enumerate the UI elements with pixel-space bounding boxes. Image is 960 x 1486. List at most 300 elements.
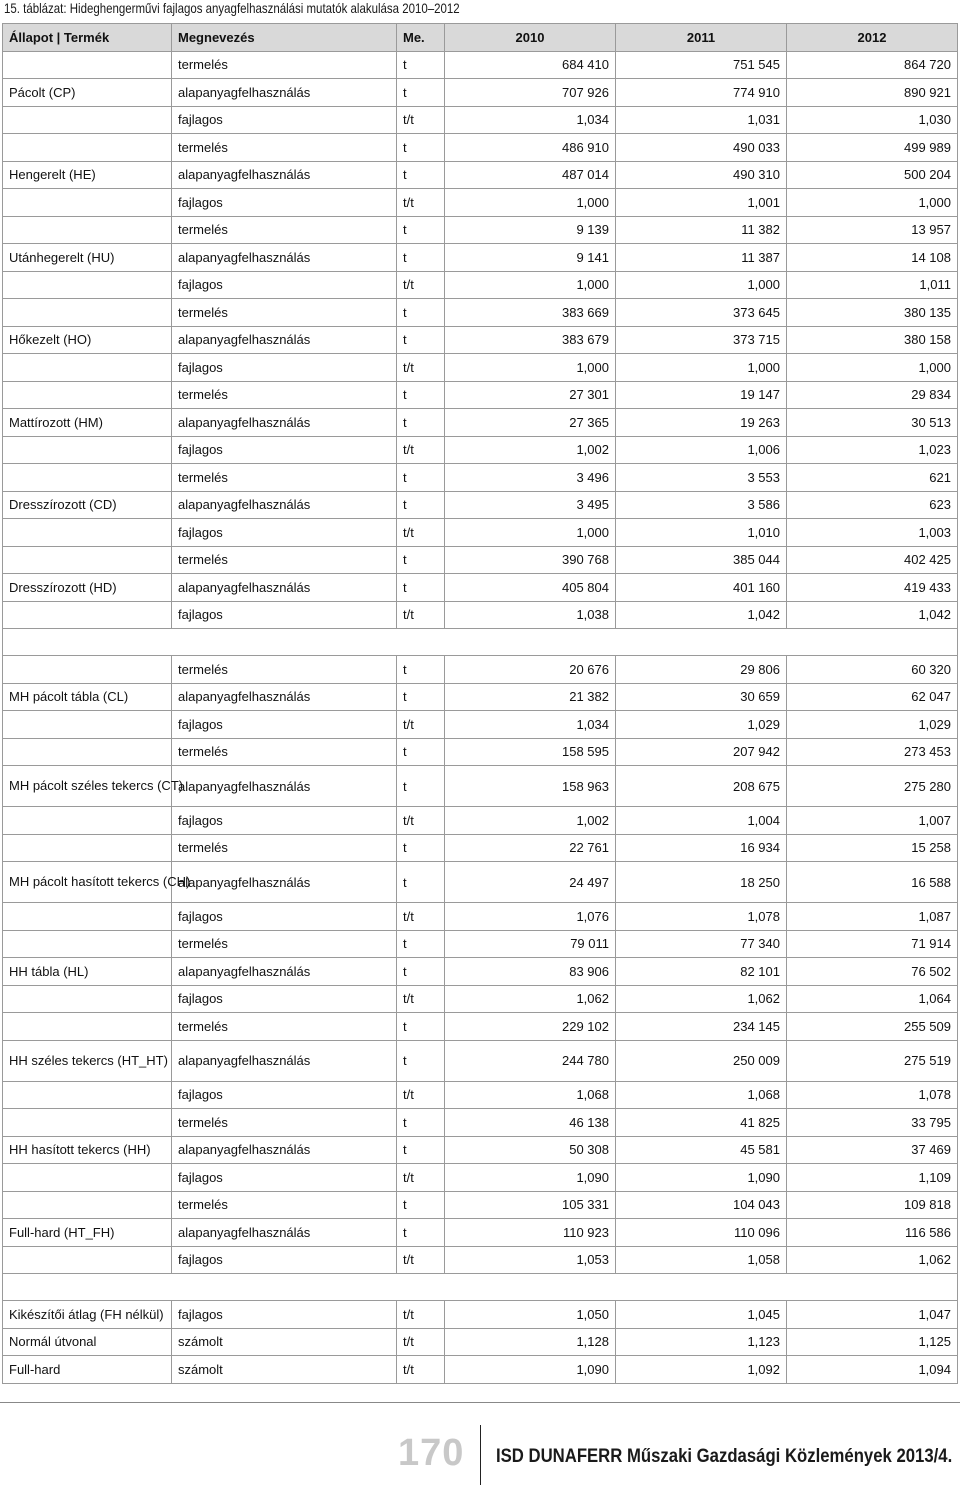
row-state bbox=[3, 1081, 172, 1109]
row-name: termelés bbox=[172, 834, 397, 862]
row-name: fajlagos bbox=[172, 271, 397, 299]
table-row bbox=[3, 766, 958, 807]
summary-row bbox=[3, 1328, 958, 1356]
row-value: 1,068 bbox=[445, 1081, 616, 1109]
row-value: 229 102 bbox=[445, 1013, 616, 1041]
row-value: 9 141 bbox=[445, 244, 616, 272]
table-row bbox=[3, 51, 958, 79]
table-row bbox=[3, 574, 958, 602]
row-value: 1,125 bbox=[787, 1328, 958, 1356]
row-name: fajlagos bbox=[172, 1246, 397, 1274]
row-value: 1,004 bbox=[616, 807, 787, 835]
row-name: számolt bbox=[172, 1356, 397, 1384]
row-state: Full-hard (HT_FH) bbox=[3, 1219, 172, 1247]
row-value: 1,000 bbox=[445, 271, 616, 299]
row-value: 11 387 bbox=[616, 244, 787, 272]
row-unit: t bbox=[397, 409, 445, 437]
row-value: 380 158 bbox=[787, 326, 958, 354]
row-state: Utánhegerelt (HU) bbox=[3, 244, 172, 272]
row-value: 1,000 bbox=[616, 354, 787, 382]
row-value: 83 906 bbox=[445, 958, 616, 986]
row-value: 3 496 bbox=[445, 464, 616, 492]
row-name: fajlagos bbox=[172, 601, 397, 629]
row-unit: t/t bbox=[397, 1246, 445, 1274]
table-row bbox=[3, 216, 958, 244]
row-state bbox=[3, 106, 172, 134]
row-value: 1,045 bbox=[616, 1301, 787, 1329]
summary-row bbox=[3, 1356, 958, 1384]
row-value: 1,050 bbox=[445, 1301, 616, 1329]
row-unit: t bbox=[397, 1136, 445, 1164]
row-state bbox=[3, 464, 172, 492]
row-unit: t/t bbox=[397, 1356, 445, 1384]
row-value: 1,000 bbox=[787, 189, 958, 217]
row-value: 1,034 bbox=[445, 106, 616, 134]
row-value: 1,034 bbox=[445, 711, 616, 739]
row-unit: t bbox=[397, 161, 445, 189]
row-unit: t bbox=[397, 656, 445, 684]
row-value: 33 795 bbox=[787, 1109, 958, 1137]
header-2012: 2012 bbox=[787, 24, 958, 52]
table-row bbox=[3, 601, 958, 629]
row-state bbox=[3, 51, 172, 79]
row-value: 158 595 bbox=[445, 738, 616, 766]
row-unit: t/t bbox=[397, 711, 445, 739]
row-state bbox=[3, 711, 172, 739]
row-value: 21 382 bbox=[445, 683, 616, 711]
row-value: 1,090 bbox=[616, 1164, 787, 1192]
row-state bbox=[3, 134, 172, 162]
row-state bbox=[3, 381, 172, 409]
row-name: termelés bbox=[172, 1013, 397, 1041]
row-value: 158 963 bbox=[445, 766, 616, 807]
row-value: 1,087 bbox=[787, 903, 958, 931]
row-value: 275 519 bbox=[787, 1040, 958, 1081]
row-state: Dresszírozott (CD) bbox=[3, 491, 172, 519]
table-row bbox=[3, 1191, 958, 1219]
row-value: 1,047 bbox=[787, 1301, 958, 1329]
row-value: 207 942 bbox=[616, 738, 787, 766]
row-unit: t/t bbox=[397, 436, 445, 464]
row-state: Dresszírozott (HD) bbox=[3, 574, 172, 602]
row-value: 1,076 bbox=[445, 903, 616, 931]
row-name: alapanyagfelhasználás bbox=[172, 326, 397, 354]
row-value: 1,000 bbox=[445, 519, 616, 547]
row-value: 490 033 bbox=[616, 134, 787, 162]
row-value: 1,031 bbox=[616, 106, 787, 134]
row-unit: t bbox=[397, 766, 445, 807]
row-value: 1,064 bbox=[787, 985, 958, 1013]
footer-separator bbox=[480, 1425, 481, 1485]
row-unit: t bbox=[397, 79, 445, 107]
row-state: MH pácolt tábla (CL) bbox=[3, 683, 172, 711]
row-unit: t bbox=[397, 574, 445, 602]
row-value: 1,123 bbox=[616, 1328, 787, 1356]
row-unit: t bbox=[397, 326, 445, 354]
row-value: 109 818 bbox=[787, 1191, 958, 1219]
row-state bbox=[3, 519, 172, 547]
row-unit: t bbox=[397, 1219, 445, 1247]
row-unit: t/t bbox=[397, 354, 445, 382]
row-value: 275 280 bbox=[787, 766, 958, 807]
row-value: 50 308 bbox=[445, 1136, 616, 1164]
row-value: 1,090 bbox=[445, 1164, 616, 1192]
row-value: 383 669 bbox=[445, 299, 616, 327]
table-title: 15. táblázat: Hideghengerművi fajlagos anyagfelhasználási mutatók alakulása 2010–2012 bbox=[4, 0, 460, 16]
row-value: 864 720 bbox=[787, 51, 958, 79]
row-value: 890 921 bbox=[787, 79, 958, 107]
table-row bbox=[3, 354, 958, 382]
table-row bbox=[3, 1013, 958, 1041]
row-state: HH tábla (HL) bbox=[3, 958, 172, 986]
table-row bbox=[3, 807, 958, 835]
row-value: 16 934 bbox=[616, 834, 787, 862]
table-row bbox=[3, 985, 958, 1013]
row-name: alapanyagfelhasználás bbox=[172, 491, 397, 519]
table-row bbox=[3, 1219, 958, 1247]
row-value: 405 804 bbox=[445, 574, 616, 602]
row-unit: t bbox=[397, 862, 445, 903]
row-value: 499 989 bbox=[787, 134, 958, 162]
row-name: termelés bbox=[172, 51, 397, 79]
table-row bbox=[3, 656, 958, 684]
table-row bbox=[3, 381, 958, 409]
row-value: 373 715 bbox=[616, 326, 787, 354]
row-state bbox=[3, 601, 172, 629]
table-body bbox=[3, 51, 958, 1383]
row-value: 82 101 bbox=[616, 958, 787, 986]
row-value: 402 425 bbox=[787, 546, 958, 574]
row-value: 27 365 bbox=[445, 409, 616, 437]
row-name: fajlagos bbox=[172, 807, 397, 835]
separator-cell bbox=[3, 1274, 958, 1301]
row-value: 500 204 bbox=[787, 161, 958, 189]
row-value: 19 263 bbox=[616, 409, 787, 437]
row-value: 1,000 bbox=[616, 271, 787, 299]
row-value: 1,090 bbox=[445, 1356, 616, 1384]
row-state bbox=[3, 299, 172, 327]
table-row bbox=[3, 1164, 958, 1192]
row-unit: t bbox=[397, 546, 445, 574]
row-unit: t/t bbox=[397, 189, 445, 217]
table-row bbox=[3, 546, 958, 574]
row-name: alapanyagfelhasználás bbox=[172, 244, 397, 272]
row-state bbox=[3, 834, 172, 862]
row-value: 774 910 bbox=[616, 79, 787, 107]
row-value: 1,053 bbox=[445, 1246, 616, 1274]
header-name: Megnevezés bbox=[172, 24, 397, 52]
table-row bbox=[3, 134, 958, 162]
row-value: 1,007 bbox=[787, 807, 958, 835]
row-value: 29 806 bbox=[616, 656, 787, 684]
header-state: Állapot | Termék bbox=[3, 24, 172, 52]
table-row bbox=[3, 189, 958, 217]
row-state: MH pácolt széles tekercs (CT) bbox=[3, 766, 172, 807]
row-unit: t/t bbox=[397, 1328, 445, 1356]
row-value: 1,023 bbox=[787, 436, 958, 464]
row-value: 1,062 bbox=[616, 985, 787, 1013]
row-value: 3 586 bbox=[616, 491, 787, 519]
row-name: fajlagos bbox=[172, 354, 397, 382]
row-value: 751 545 bbox=[616, 51, 787, 79]
row-value: 390 768 bbox=[445, 546, 616, 574]
row-value: 684 410 bbox=[445, 51, 616, 79]
row-name: fajlagos bbox=[172, 519, 397, 547]
row-name: termelés bbox=[172, 738, 397, 766]
row-state bbox=[3, 271, 172, 299]
row-name: termelés bbox=[172, 1191, 397, 1219]
row-state: Kikészítői átlag (FH nélkül) bbox=[3, 1301, 172, 1329]
table-row bbox=[3, 326, 958, 354]
row-unit: t bbox=[397, 930, 445, 958]
row-value: 1,094 bbox=[787, 1356, 958, 1384]
row-name: termelés bbox=[172, 546, 397, 574]
row-value: 1,038 bbox=[445, 601, 616, 629]
row-value: 105 331 bbox=[445, 1191, 616, 1219]
row-name: alapanyagfelhasználás bbox=[172, 683, 397, 711]
page-number: 170 bbox=[398, 1432, 465, 1474]
summary-row bbox=[3, 1301, 958, 1329]
row-value: 116 586 bbox=[787, 1219, 958, 1247]
row-value: 79 011 bbox=[445, 930, 616, 958]
table-row bbox=[3, 409, 958, 437]
table-row bbox=[3, 1081, 958, 1109]
header-unit: Me. bbox=[397, 24, 445, 52]
table-row bbox=[3, 930, 958, 958]
row-state bbox=[3, 903, 172, 931]
table-row bbox=[3, 106, 958, 134]
row-value: 707 926 bbox=[445, 79, 616, 107]
row-value: 71 914 bbox=[787, 930, 958, 958]
row-name: termelés bbox=[172, 381, 397, 409]
table-row bbox=[3, 683, 958, 711]
separator-row bbox=[3, 1274, 958, 1301]
row-value: 41 825 bbox=[616, 1109, 787, 1137]
row-value: 1,042 bbox=[787, 601, 958, 629]
row-name: termelés bbox=[172, 656, 397, 684]
row-value: 490 310 bbox=[616, 161, 787, 189]
separator-cell bbox=[3, 629, 958, 656]
row-name: alapanyagfelhasználás bbox=[172, 574, 397, 602]
row-name: fajlagos bbox=[172, 1164, 397, 1192]
row-unit: t/t bbox=[397, 985, 445, 1013]
row-value: 3 553 bbox=[616, 464, 787, 492]
row-value: 22 761 bbox=[445, 834, 616, 862]
header-row bbox=[3, 24, 958, 52]
table-row bbox=[3, 738, 958, 766]
table-row bbox=[3, 464, 958, 492]
row-name: fajlagos bbox=[172, 1081, 397, 1109]
row-value: 1,029 bbox=[787, 711, 958, 739]
table-row bbox=[3, 862, 958, 903]
row-value: 11 382 bbox=[616, 216, 787, 244]
header-2011: 2011 bbox=[616, 24, 787, 52]
row-name: termelés bbox=[172, 216, 397, 244]
row-name: fajlagos bbox=[172, 1301, 397, 1329]
row-unit: t bbox=[397, 491, 445, 519]
row-value: 45 581 bbox=[616, 1136, 787, 1164]
row-unit: t bbox=[397, 381, 445, 409]
row-name: alapanyagfelhasználás bbox=[172, 161, 397, 189]
row-value: 13 957 bbox=[787, 216, 958, 244]
row-name: alapanyagfelhasználás bbox=[172, 958, 397, 986]
row-value: 250 009 bbox=[616, 1040, 787, 1081]
table-row bbox=[3, 1040, 958, 1081]
row-unit: t/t bbox=[397, 903, 445, 931]
row-value: 110 923 bbox=[445, 1219, 616, 1247]
row-value: 1,062 bbox=[787, 1246, 958, 1274]
row-value: 1,030 bbox=[787, 106, 958, 134]
footer-divider bbox=[0, 1402, 960, 1403]
row-value: 1,058 bbox=[616, 1246, 787, 1274]
row-state: Pácolt (CP) bbox=[3, 79, 172, 107]
row-unit: t bbox=[397, 1013, 445, 1041]
row-state bbox=[3, 354, 172, 382]
row-value: 1,078 bbox=[616, 903, 787, 931]
row-state bbox=[3, 656, 172, 684]
row-value: 373 645 bbox=[616, 299, 787, 327]
row-value: 385 044 bbox=[616, 546, 787, 574]
row-value: 18 250 bbox=[616, 862, 787, 903]
row-value: 60 320 bbox=[787, 656, 958, 684]
row-value: 62 047 bbox=[787, 683, 958, 711]
row-value: 1,042 bbox=[616, 601, 787, 629]
table-row bbox=[3, 299, 958, 327]
table-row bbox=[3, 79, 958, 107]
row-name: termelés bbox=[172, 464, 397, 492]
row-name: fajlagos bbox=[172, 189, 397, 217]
row-state: Hőkezelt (HO) bbox=[3, 326, 172, 354]
row-state bbox=[3, 1013, 172, 1041]
table-row bbox=[3, 958, 958, 986]
row-value: 1,109 bbox=[787, 1164, 958, 1192]
row-name: alapanyagfelhasználás bbox=[172, 79, 397, 107]
row-value: 1,002 bbox=[445, 436, 616, 464]
row-unit: t bbox=[397, 683, 445, 711]
row-value: 1,068 bbox=[616, 1081, 787, 1109]
row-value: 1,000 bbox=[787, 354, 958, 382]
row-value: 1,001 bbox=[616, 189, 787, 217]
row-value: 1,000 bbox=[445, 189, 616, 217]
row-name: alapanyagfelhasználás bbox=[172, 1040, 397, 1081]
row-name: alapanyagfelhasználás bbox=[172, 1136, 397, 1164]
row-unit: t bbox=[397, 834, 445, 862]
row-unit: t bbox=[397, 958, 445, 986]
row-unit: t/t bbox=[397, 271, 445, 299]
row-unit: t/t bbox=[397, 1081, 445, 1109]
row-value: 9 139 bbox=[445, 216, 616, 244]
row-state: Hengerelt (HE) bbox=[3, 161, 172, 189]
row-value: 20 676 bbox=[445, 656, 616, 684]
row-value: 15 258 bbox=[787, 834, 958, 862]
row-value: 380 135 bbox=[787, 299, 958, 327]
row-name: fajlagos bbox=[172, 106, 397, 134]
row-state bbox=[3, 930, 172, 958]
row-value: 104 043 bbox=[616, 1191, 787, 1219]
table-row bbox=[3, 834, 958, 862]
row-value: 27 301 bbox=[445, 381, 616, 409]
row-unit: t bbox=[397, 299, 445, 327]
row-state: Mattírozott (HM) bbox=[3, 409, 172, 437]
row-state bbox=[3, 807, 172, 835]
table-row bbox=[3, 1246, 958, 1274]
table-row bbox=[3, 519, 958, 547]
row-value: 16 588 bbox=[787, 862, 958, 903]
row-unit: t bbox=[397, 1109, 445, 1137]
row-value: 244 780 bbox=[445, 1040, 616, 1081]
row-name: termelés bbox=[172, 299, 397, 327]
table-row bbox=[3, 244, 958, 272]
row-value: 1,062 bbox=[445, 985, 616, 1013]
row-state bbox=[3, 1191, 172, 1219]
row-unit: t/t bbox=[397, 519, 445, 547]
row-name: alapanyagfelhasználás bbox=[172, 766, 397, 807]
row-value: 1,002 bbox=[445, 807, 616, 835]
table-row bbox=[3, 1109, 958, 1137]
separator-row bbox=[3, 629, 958, 656]
row-unit: t bbox=[397, 216, 445, 244]
row-value: 1,011 bbox=[787, 271, 958, 299]
row-unit: t bbox=[397, 1040, 445, 1081]
row-unit: t/t bbox=[397, 1301, 445, 1329]
row-state bbox=[3, 1164, 172, 1192]
row-state: Normál útvonal bbox=[3, 1328, 172, 1356]
row-value: 401 160 bbox=[616, 574, 787, 602]
row-value: 14 108 bbox=[787, 244, 958, 272]
table-row bbox=[3, 903, 958, 931]
row-value: 208 675 bbox=[616, 766, 787, 807]
row-unit: t/t bbox=[397, 601, 445, 629]
row-value: 1,003 bbox=[787, 519, 958, 547]
row-state: MH pácolt hasított tekercs (CH) bbox=[3, 862, 172, 903]
row-state: HH széles tekercs (HT_HT) bbox=[3, 1040, 172, 1081]
row-unit: t bbox=[397, 464, 445, 492]
table-row bbox=[3, 711, 958, 739]
row-name: fajlagos bbox=[172, 436, 397, 464]
row-value: 1,128 bbox=[445, 1328, 616, 1356]
row-value: 1,092 bbox=[616, 1356, 787, 1384]
row-value: 383 679 bbox=[445, 326, 616, 354]
row-value: 30 659 bbox=[616, 683, 787, 711]
row-state bbox=[3, 216, 172, 244]
row-value: 76 502 bbox=[787, 958, 958, 986]
row-value: 110 096 bbox=[616, 1219, 787, 1247]
row-value: 273 453 bbox=[787, 738, 958, 766]
row-value: 3 495 bbox=[445, 491, 616, 519]
row-value: 19 147 bbox=[616, 381, 787, 409]
row-name: alapanyagfelhasználás bbox=[172, 409, 397, 437]
table-row bbox=[3, 271, 958, 299]
row-unit: t bbox=[397, 244, 445, 272]
row-value: 29 834 bbox=[787, 381, 958, 409]
row-state bbox=[3, 1109, 172, 1137]
row-value: 621 bbox=[787, 464, 958, 492]
row-value: 1,010 bbox=[616, 519, 787, 547]
table-row bbox=[3, 436, 958, 464]
row-unit: t bbox=[397, 738, 445, 766]
table-row bbox=[3, 491, 958, 519]
table-row bbox=[3, 161, 958, 189]
row-name: alapanyagfelhasználás bbox=[172, 1219, 397, 1247]
row-state bbox=[3, 1246, 172, 1274]
row-value: 1,006 bbox=[616, 436, 787, 464]
row-state bbox=[3, 436, 172, 464]
row-state: Full-hard bbox=[3, 1356, 172, 1384]
row-state bbox=[3, 985, 172, 1013]
row-name: termelés bbox=[172, 134, 397, 162]
row-value: 486 910 bbox=[445, 134, 616, 162]
row-name: számolt bbox=[172, 1328, 397, 1356]
